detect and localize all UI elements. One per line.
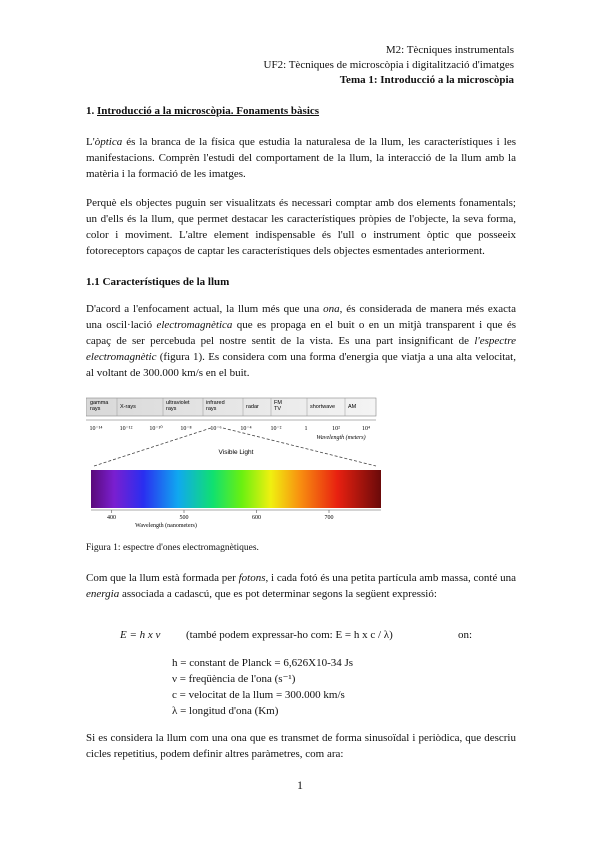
header-unit: UF2: Tècniques de microscòpia i digitalització d'imatges (263, 59, 514, 71)
term-fotons: fotons (238, 572, 266, 584)
wavelength-tick-label: 10² (332, 426, 340, 432)
wavelength-tick-label: 10⁻⁴ (240, 426, 252, 432)
header-topic: Tema 1: Introducció a la microscòpia (339, 74, 514, 86)
term-energia: energia (86, 588, 120, 600)
nm-tick-label: 500 (179, 515, 189, 521)
spectrum-figure (86, 388, 386, 538)
paragraph-elements: Perquè els objectes puguin ser visualitzats és necessari comptar amb dos elements fonamentals; un d'ells és la llum, que permet destacar les característiques pròpies de l'objecte, la seva forma, color i moviment. L'altre element indispensable és l'ull o instrument òptic que posseeix fotoreceptors capaços de captar les característiques dels objectes esmentades anteriorment. (86, 197, 516, 257)
visible-light-label: Visible Light (218, 449, 254, 456)
section-1-number: 1. (86, 105, 95, 117)
section-1-title: Introducció a la microscòpia. Fonaments bàsics (97, 105, 320, 117)
definition-c: c = velocitat de la llum = 300.000 km/s (172, 689, 345, 701)
band-label: AM (348, 404, 357, 410)
text: L' (86, 136, 95, 148)
nm-tick-label: 400 (107, 515, 116, 521)
header-module: M2: Tècniques instrumentals (385, 44, 514, 56)
definition-nu: ν = freqüència de l'ona (s⁻¹) (172, 673, 296, 685)
band-label: X-rays (120, 404, 136, 410)
wavelength-tick-label: 10⁻¹⁴ (89, 426, 103, 432)
visible-spectrum-bar (91, 470, 381, 508)
nm-tick-label: 700 (324, 515, 334, 521)
section-1-heading (86, 103, 516, 119)
text: D'acord a l'enfocament actual, la llum més que una (86, 303, 324, 315)
wavelength-meters-label: Wavelength (meters) (316, 435, 366, 441)
band-label: radar (246, 404, 259, 410)
band-label: infrared rays (206, 400, 225, 412)
band-label: gamma rays (90, 400, 109, 412)
page-number: 1 (297, 778, 303, 792)
paragraph-light (86, 301, 516, 381)
paragraph-photons (86, 570, 516, 602)
wavelength-tick-label: 10⁻⁶ (210, 426, 222, 432)
text: associada a cadascú, que es pot determinar segons la següent expressió: (119, 588, 437, 600)
equation-alt: (també podem expressar-ho com: E = h x c / λ) (186, 629, 393, 641)
text: és la branca de la física que estudia la naturalesa de la llum, les característiques i les manifestacions. Comprèn l'estudi del comportament de la llum, la interacció de la llum amb la matèria i la formació de les imatges. (86, 136, 516, 180)
text: , i cada fotó és una petita partícula amb massa, conté una (265, 572, 516, 584)
wavelength-tick-label: 10⁻⁸ (180, 426, 192, 432)
wavelength-nm-label: Wavelength (nanometers) (135, 523, 197, 529)
band-label: ultraviolet rays (166, 400, 190, 412)
term-electromagnetica: electromagnètica (156, 319, 233, 331)
equation-on: on: (458, 629, 473, 641)
definition-lambda: λ = longitud d'ona (Km) (172, 705, 279, 717)
paragraph-wave: Si es considera la llum com una ona que es transmet de forma sinusoïdal i periòdica, que descriu cicles repetitius, podem definir altres paràmetres, com ara: (86, 732, 516, 760)
nm-tick-label: 600 (252, 515, 261, 521)
wavelength-tick-label: 10⁻¹² (119, 426, 133, 432)
equation-main: E = h x ν (120, 629, 161, 641)
band-label: shortwave (310, 404, 336, 410)
wavelength-tick-label: 1 (304, 426, 308, 432)
band-label: FM TV (274, 400, 282, 412)
section-1-1-heading: 1.1 Característiques de la llum (86, 276, 230, 288)
text: , és considerada de manera més exacta una oscil·lació (86, 303, 516, 331)
wavelength-tick-label: 10⁻² (270, 426, 282, 432)
term-ona: ona (323, 303, 340, 315)
wavelength-tick-label: 10⁴ (361, 426, 371, 432)
text: (figura 1). Es considera com una forma d'energia que viatja a una alta velocitat, al voltant de 300.000 km/s en el buit. (86, 351, 516, 379)
definition-h: h = constant de Planck = 6,626X10-34 Js (172, 657, 354, 669)
term-espectre: l'espectre electromagnètic (86, 335, 516, 363)
text: que es propaga en el buit o en un mitjà transparent i que és capaç de ser percebuda pel nostre sentit de la vista. Es una part insignificant de (86, 319, 516, 347)
figure-caption: Figura 1: espectre d'ones electromagnètiques. (86, 543, 259, 553)
text: Com que la llum està formada per (86, 572, 239, 584)
term-optica: òptica (94, 136, 123, 148)
paragraph-optics (86, 134, 516, 182)
wavelength-tick-label: 10⁻¹⁰ (149, 426, 163, 432)
